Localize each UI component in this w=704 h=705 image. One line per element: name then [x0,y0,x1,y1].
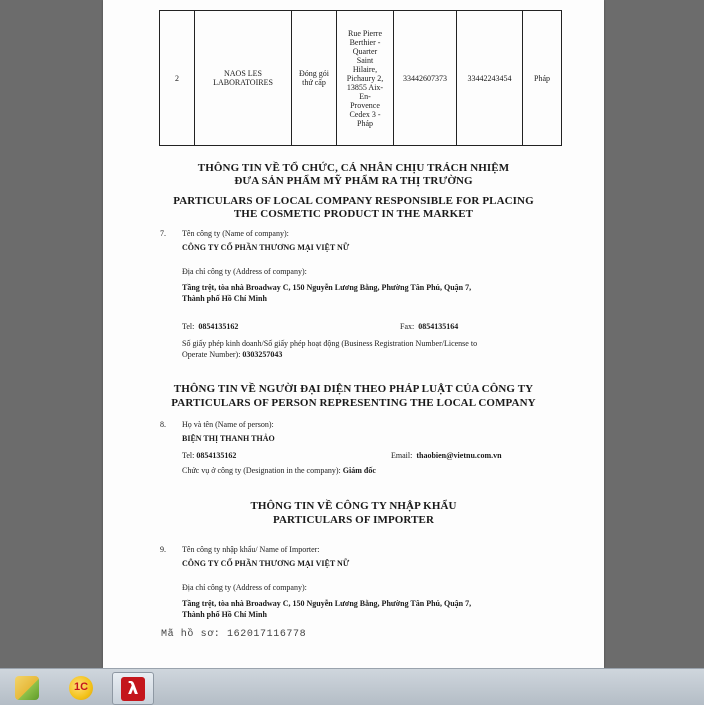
tel-value: 0854135162 [198,322,239,331]
table-row [160,11,562,146]
person-email-value: thaobien@vietnu.com.vn [416,451,502,460]
1c-app-icon [69,676,93,700]
company-name: CÔNG TY CỔ PHẦN THƯƠNG MẠI VIỆT NỮ [182,243,350,252]
importer-name: CÔNG TY CỔ PHẦN THƯƠNG MẠI VIỆT NỮ [182,559,350,568]
company-tel [182,322,238,332]
address-line: Berthier - [349,37,381,47]
cell-address [337,11,394,146]
license-label-line1: Số giấy phép kinh doanh/Số giấy phép hoạt động (Business Registration Number/License to [182,339,478,348]
1c-app-glyph: 1С [73,681,89,693]
person-email-label: Email: [391,451,413,460]
address-line: Provence [350,100,380,110]
taskbar [0,668,704,705]
address-line: Pháp [357,118,373,128]
cell-role-line1: Đóng gói [299,69,329,78]
cell-role [292,11,337,146]
cell-name-line1: NAOS LES [223,69,262,78]
address-line: Cedex 3 - [349,109,381,119]
file-code: Mã hồ sơ: 162017116778 [161,629,307,640]
cell-tel: 33442607373 [394,11,457,146]
local-heading-vn-2: ĐƯA SẢN PHẨM MỸ PHẨM RA THỊ TRƯỜNG [234,175,473,187]
company-address-line2: Thành phố Hồ Chí Minh [182,294,267,303]
designation-label: Chức vụ ở công ty (Designation in the company): [182,466,341,475]
person-name: BIỆN THỊ THANH THẢO [182,434,275,443]
tel-label: Tel: [182,322,195,331]
importer-address-line1: Tầng trệt, tòa nhà Broadway C, 150 Nguyễn Lương Bằng, Phường Tân Phú, Quận 7, [182,599,472,608]
license-number: 0303257043 [242,350,283,359]
address-line: Rue Pierre [348,28,382,38]
local-heading-vn-1: THÔNG TIN VỀ TỔ CHỨC, CÁ NHÂN CHỊU TRÁCH NHIỆM [197,162,510,174]
manufacturer-table [159,10,562,146]
company-address-line1: Tầng trệt, tòa nhà Broadway C, 150 Nguyễn Lương Bằng, Phường Tân Phú, Quận 7, [182,283,472,292]
person-tel [182,451,236,461]
importer-address-line2: Thành phố Hồ Chí Minh [182,610,267,619]
person-designation [182,466,376,476]
person-heading-vn: THÔNG TIN VỀ NGƯỜI ĐẠI DIỆN THEO PHÁP LUẬT CỦA CÔNG TY [173,383,534,395]
license-label-line2: Operate Number): [182,350,241,359]
person-name-label: Họ và tên (Name of person): [182,420,274,429]
importer-address-label: Địa chỉ công ty (Address of company): [182,583,307,592]
address-line: Quarter [352,46,378,56]
cell-name-line2: LABORATOIRES [213,78,273,87]
company-fax [400,322,458,332]
local-heading-en-2: THE COSMETIC PRODUCT IN THE MARKET [233,208,474,220]
license-line2 [182,350,282,360]
cell-no: 2 [160,11,195,146]
address-line: En- [359,91,371,101]
adobe-pdf-glyph: λ [127,679,139,699]
taskbar-pdf-button[interactable] [112,672,154,705]
fax-value: 0854135164 [418,322,459,331]
designation-value: Giám đốc [342,466,376,475]
address-line: Pichaury 2, [346,73,384,83]
cell-fax: 33442243454 [457,11,523,146]
adobe-pdf-icon [121,677,145,701]
local-heading-en-1: PARTICULARS OF LOCAL COMPANY RESPONSIBLE FOR PLACING [173,195,534,207]
address-line: Hilaire, [352,64,378,74]
item-number-9: 9. [160,545,166,554]
company-address-label: Địa chỉ công ty (Address of company): [182,267,307,276]
item-number-8: 8. [160,420,166,429]
person-email [391,451,502,461]
address-line: Saint [356,55,374,65]
fax-label: Fax: [400,322,415,331]
company-label: Tên công ty (Name of company): [182,229,289,238]
taskbar-1c-button[interactable] [60,672,102,705]
address-line: 13855 Aix- [346,82,384,92]
item-number-7: 7. [160,229,166,238]
importer-heading-en: PARTICULARS OF IMPORTER [272,514,435,526]
cell-name [195,11,292,146]
taskbar-explorer-button[interactable] [6,672,48,705]
importer-heading-vn: THÔNG TIN VỀ CÔNG TY NHẬP KHẨU [250,500,457,512]
document-page [103,0,604,668]
cell-country: Pháp [523,11,562,146]
person-tel-value: 0854135162 [196,451,237,460]
explorer-folder-icon [15,676,39,700]
importer-label: Tên công ty nhập khẩu/ Name of Importer: [182,545,320,554]
person-tel-label: Tel: [182,451,195,460]
person-heading-en: PARTICULARS OF PERSON REPRESENTING THE LOCAL COMPANY [171,397,536,409]
cell-role-line2: thứ cấp [302,78,326,87]
